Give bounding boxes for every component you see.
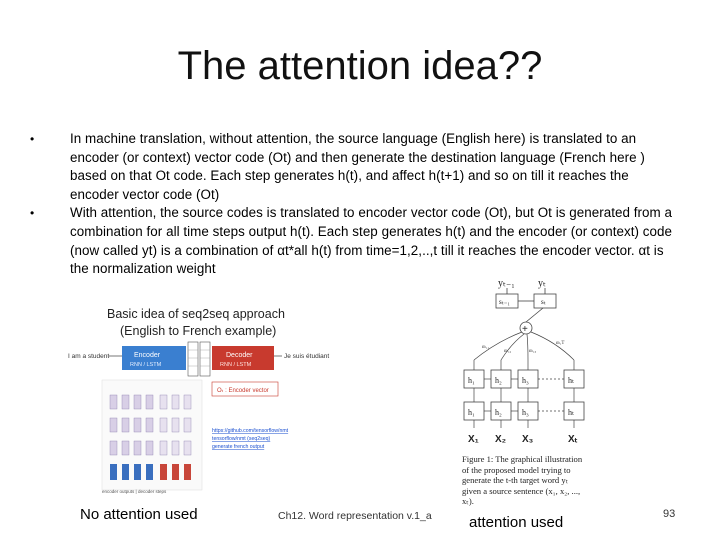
h-back-label-T: hₜ — [568, 408, 575, 417]
encoder-label: Encoder — [134, 352, 161, 359]
unrolled-network — [102, 380, 202, 490]
figure-caption: Figure 1: The graphical illustration of the proposed model trying to generate the t-th target word yₜ given a source sentence (x₁, x₂, ..., xₜ). — [462, 454, 583, 507]
h-back-label-3: h₃ — [522, 408, 529, 417]
s-prev-label: sₜ₋₁ — [499, 298, 510, 306]
diagram-bottom-label: encoder outputs | decoder steps — [102, 489, 167, 494]
reference-link-3[interactable]: generate french output — [212, 444, 265, 450]
bullet-dot: • — [30, 206, 35, 221]
encoder-vector-label: Oₜ : Encoder vector — [217, 388, 269, 394]
decoder-label: Decoder — [226, 352, 253, 359]
bullet-item — [30, 130, 680, 204]
bullet-text: In machine translation, without attention, the source language (English here) is translated to an encoder (or context) vector code (Ot) and then generate the destination language (French here ) based on that Ot code. Each step generates h(t), and affect h(t+1) and so on till it reaches the encoder vector code (Ot) — [70, 131, 645, 202]
reference-link[interactable]: https://github.com/tensorflow/nmt — [212, 428, 289, 434]
y-prev-label: yₜ₋₁ — [498, 278, 515, 289]
attention-graph — [456, 272, 591, 452]
alpha-label-1: αₜ,₁ — [482, 345, 490, 350]
context-vector-column — [188, 342, 210, 376]
alpha-label-3: αₜ,₃ — [529, 349, 537, 354]
alpha-label-2: αₜ,₂ — [504, 349, 512, 354]
slide-footer: Ch12. Word representation v.1_a — [278, 510, 432, 522]
h-label-3: h₃ — [522, 376, 529, 385]
diagram-title-line1: Basic idea of seq2seq approach — [107, 307, 285, 321]
output-sentence: Je suis étudiant — [284, 353, 330, 360]
h-label-T: hₜ — [568, 376, 575, 385]
y-curr-label: yₜ — [538, 278, 546, 289]
x-label-1: X₁ — [468, 434, 479, 445]
decoder-sub: RNN / LSTM — [220, 362, 252, 368]
sum-node: + — [522, 324, 528, 335]
bullet-dot: • — [30, 132, 35, 146]
x-label-T: Xₜ — [568, 434, 578, 445]
bullet-list — [30, 130, 680, 279]
h-label-1: h₁ — [468, 376, 475, 385]
page-number: 93 — [663, 508, 676, 520]
right-figure-caption: attention used — [469, 514, 564, 531]
h-back-label-2: h₂ — [495, 408, 502, 417]
bullet-text: With attention, the source codes is translated to encoder vector code (Ot), but Ot is generated from a combination for all time steps output h(t). Each step generates h(t) and the encoder (or context) code (now called yt) is a combination of αt*all h(t) from time=1,2,..,t till it reaches the encoder vector. αt is the normalization weight — [70, 205, 673, 277]
x-label-3: X₃ — [522, 434, 534, 445]
slide-title: The attention idea?? — [177, 44, 543, 88]
bullet-item — [30, 204, 680, 278]
reference-link-2[interactable]: tensorflow/nmt (seq2seq) — [212, 436, 271, 442]
seq2seq-diagram — [62, 300, 337, 495]
encoder-sub: RNN / LSTM — [130, 362, 162, 368]
x-label-2: X₂ — [495, 434, 507, 445]
left-figure-caption: No attention used — [80, 506, 198, 523]
input-sentence: I am a student — [68, 353, 110, 360]
attention-figure — [456, 272, 591, 515]
h-label-2: h₂ — [495, 376, 502, 385]
s-curr-label: sₜ — [541, 298, 546, 306]
h-back-label-1: h₁ — [468, 408, 475, 417]
diagram-title-line2: (English to French example) — [120, 324, 277, 338]
alpha-label-T: αₜ,T — [556, 341, 565, 346]
